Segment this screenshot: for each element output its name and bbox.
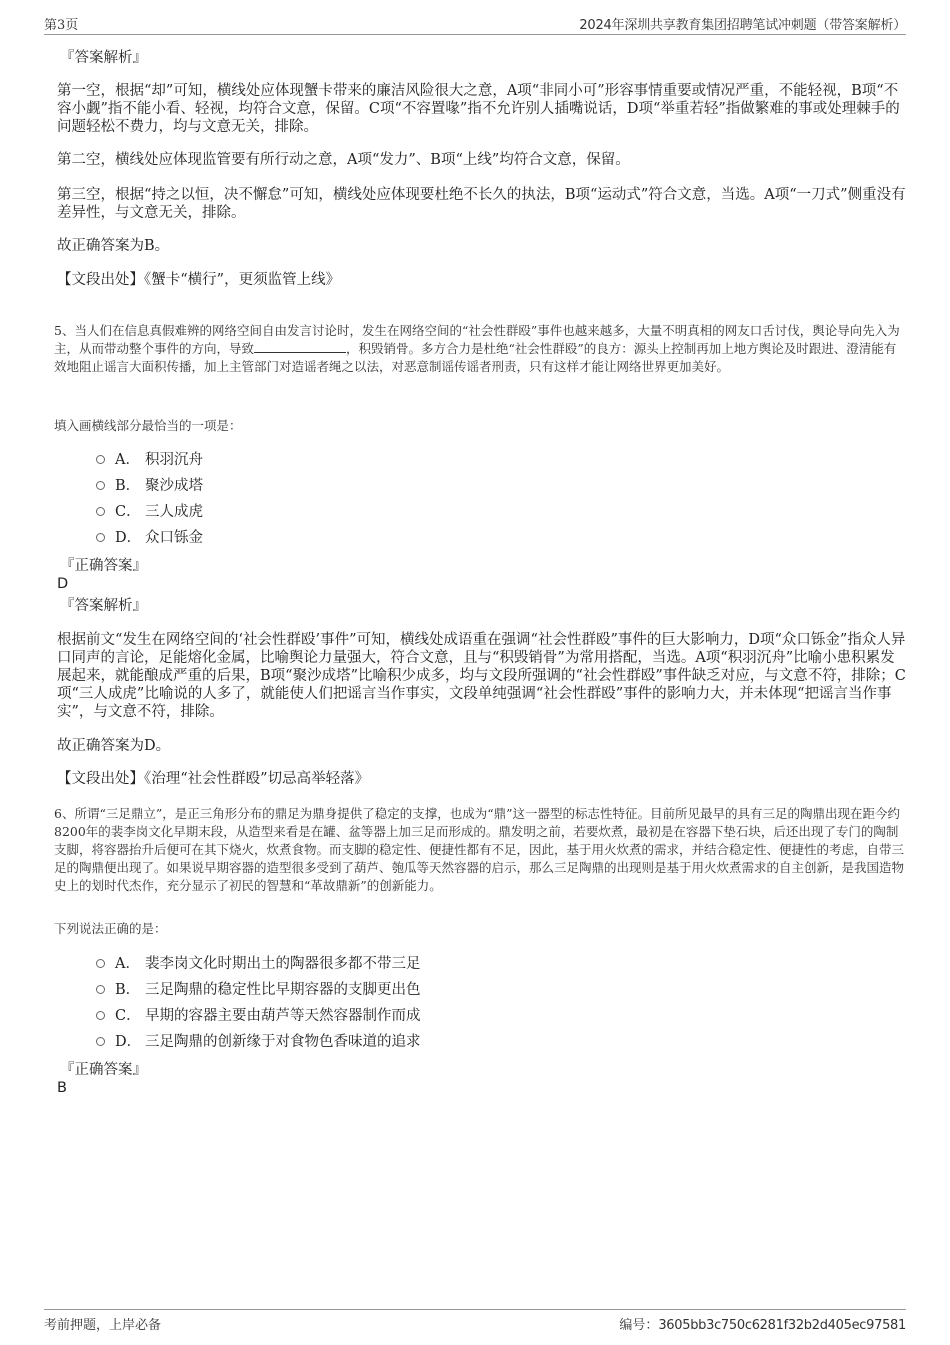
option-text: 积羽沉舟 — [145, 452, 203, 468]
document-title: 2024年深圳共享教育集团招聘笔试冲刺题（带答案解析） — [579, 18, 906, 33]
option-text: 三足陶鼎的创新缘于对食物色香味道的追求 — [145, 1034, 421, 1050]
option-text: 裴李岗文化时期出土的陶器很多都不带三足 — [145, 956, 421, 972]
option-key: B． — [115, 478, 141, 494]
option-key: A． — [115, 452, 140, 468]
option-text: 众口铄金 — [145, 530, 203, 546]
option-key: C． — [115, 504, 141, 520]
footer-slogan: 考前押题，上岸必备 — [44, 1318, 162, 1333]
page-number: 第3页 — [44, 18, 79, 33]
radio-icon[interactable] — [96, 1011, 105, 1020]
q6-answer-label: 『正确答案』 — [60, 1062, 147, 1078]
option-key: A． — [115, 956, 140, 972]
q4-analysis-label: 『答案解析』 — [60, 50, 147, 66]
q5-answer: D — [57, 576, 69, 592]
q5-stem — [54, 322, 907, 376]
option-text: 三足陶鼎的稳定性比早期容器的支脚更出色 — [145, 982, 421, 998]
option-text: 早期的容器主要由葫芦等天然容器制作而成 — [145, 1008, 421, 1024]
q6-option-b[interactable] — [96, 980, 421, 1000]
q5-answer-label: 『正确答案』 — [60, 558, 147, 574]
radio-icon[interactable] — [96, 959, 105, 968]
q6-prompt: 下列说法正确的是： — [54, 921, 167, 936]
q5-prompt: 填入画横线部分最恰当的一项是： — [54, 418, 242, 433]
option-key: D． — [115, 530, 142, 546]
q5-option-d[interactable] — [96, 528, 203, 548]
option-key: D． — [115, 1034, 142, 1050]
q6-option-d[interactable] — [96, 1032, 421, 1052]
page-footer — [44, 1309, 906, 1334]
q5-conclusion: 故正确答案为D。 — [57, 738, 171, 754]
option-key: B． — [115, 982, 141, 998]
q4-analysis-p3: 第三空，根据“持之以恒，决不懈怠”可知，横线处应体现要杜绝不长久的执法，B项“运动式”符合文意，当选。A项“一刀式”侧重没有差异性，与文意无关，排除。 — [57, 187, 906, 221]
radio-icon[interactable] — [96, 533, 105, 542]
q6-option-a[interactable] — [96, 954, 421, 974]
radio-icon[interactable] — [96, 455, 105, 464]
q5-blank — [254, 340, 346, 353]
q6-stem: 6、所谓“三足鼎立”，是正三角形分布的鼎足为鼎身提供了稳定的支撑，也成为“鼎”这一器型的标志性特征。目前所见最早的具有三足的陶鼎出现在距今约8200年的裴李岗文化早期末段，从造型来看是在罐、盆等器上加三足而形成的。鼎发明之前，若要炊煮，最初是在容器下垫石块，后还出现了专门的陶制支脚，将容器抬升后便可在其下烧火，炊煮食物。而支脚的稳定性、便捷性都有不足，因此，基于用火炊煮的需求，并结合稳定性、便捷性的考虑，自带三足的陶鼎便出现了。如果说早期容器的造型很多受到了葫芦、匏瓜等天然容器的启示，那么三足陶鼎的出现则是基于用火炊煮需求的自主创新，是我国造物史上的划时代杰作，充分显示了初民的智慧和“革故鼎新”的创新能力。 — [54, 806, 905, 893]
radio-icon[interactable] — [96, 1037, 105, 1046]
radio-icon[interactable] — [96, 481, 105, 490]
q5-analysis-label: 『答案解析』 — [60, 598, 147, 614]
radio-icon[interactable] — [96, 507, 105, 516]
q4-analysis-p2: 第二空，横线处应体现监管要有所行动之意，A项“发力”、B项“上线”均符合文意，保留。 — [57, 152, 630, 168]
radio-icon[interactable] — [96, 985, 105, 994]
q4-source: 【文段出处】《蟹卡“横行”，更须监管上线》 — [57, 272, 341, 288]
q5-source: 【文段出处】《治理“社会性群殴”切忌高举轻落》 — [57, 771, 370, 787]
q5-option-b[interactable] — [96, 476, 203, 496]
q6-option-c[interactable] — [96, 1006, 421, 1026]
q6-answer: B — [57, 1080, 67, 1096]
q5-stem-part-b: ，积毁销骨。多方合力是杜绝“社会性群殴”的良方：源头上控制再加上地方舆论及时跟进、澄清能有效地阻止谣言大面积传播，加上主管部门对造谣者绳之以法，对恶意制谣传谣者刑责，只有这样才能让网络世界更加美好。 — [54, 341, 897, 374]
option-text: 聚沙成塔 — [145, 478, 203, 494]
q4-analysis-p1: 第一空，根据“却”可知，横线处应体现蟹卡带来的廉洁风险很大之意，A项“非同小可”形容事情重要或情况严重，不能轻视，B项“不容小觑”指不能小看、轻视，均符合文意，保留。C项“不容置喙”指不允许别人插嘴说话，D项“举重若轻”指做繁难的事或处理棘手的问题轻松不费力，均与文意无关，排除。 — [57, 83, 900, 135]
page-header — [44, 12, 906, 35]
q5-option-c[interactable] — [96, 502, 203, 522]
footer-code-value: 3605bb3c750c6281f32b2d405ec97581 — [658, 1318, 906, 1333]
q5-analysis: 根据前文“发生在网络空间的‘社会性群殴’事件”可知，横线处成语重在强调“社会性群殴”事件的巨大影响力，D项“众口铄金”指众人异口同声的言论，足能熔化金属，比喻舆论力量强大，符合文意，且与“积毁销骨”为常用搭配，当选。A项“积羽沉舟”比喻小患积累发展起来，就能酿成严重的后果，B项“聚沙成塔”比喻积少成多，均与文段所强调的“社会性群殴”事件缺乏对应，与文意不符，排除；C项“三人成虎”比喻说的人多了，就能使人们把谣言当作事实，文段单纯强调“社会性群殴”事件的影响力大，并未体现“把谣言当作事实”，与文意不符，排除。 — [57, 632, 906, 720]
footer-code-label: 编号： — [619, 1318, 659, 1333]
q5-option-a[interactable] — [96, 450, 203, 470]
option-key: C． — [115, 1008, 141, 1024]
option-text: 三人成虎 — [145, 504, 203, 520]
footer-code — [619, 1314, 906, 1333]
q4-conclusion: 故正确答案为B。 — [57, 238, 170, 254]
q5-stem-part-a: 5、当人们在信息真假难辨的网络空间自由发言讨论时，发生在网络空间的“社会性群殴”事件也越来越多，大量不明真相的网友口舌讨伐，舆论导向先入为主，从而带动整个事件的方向，导致 — [54, 323, 900, 356]
